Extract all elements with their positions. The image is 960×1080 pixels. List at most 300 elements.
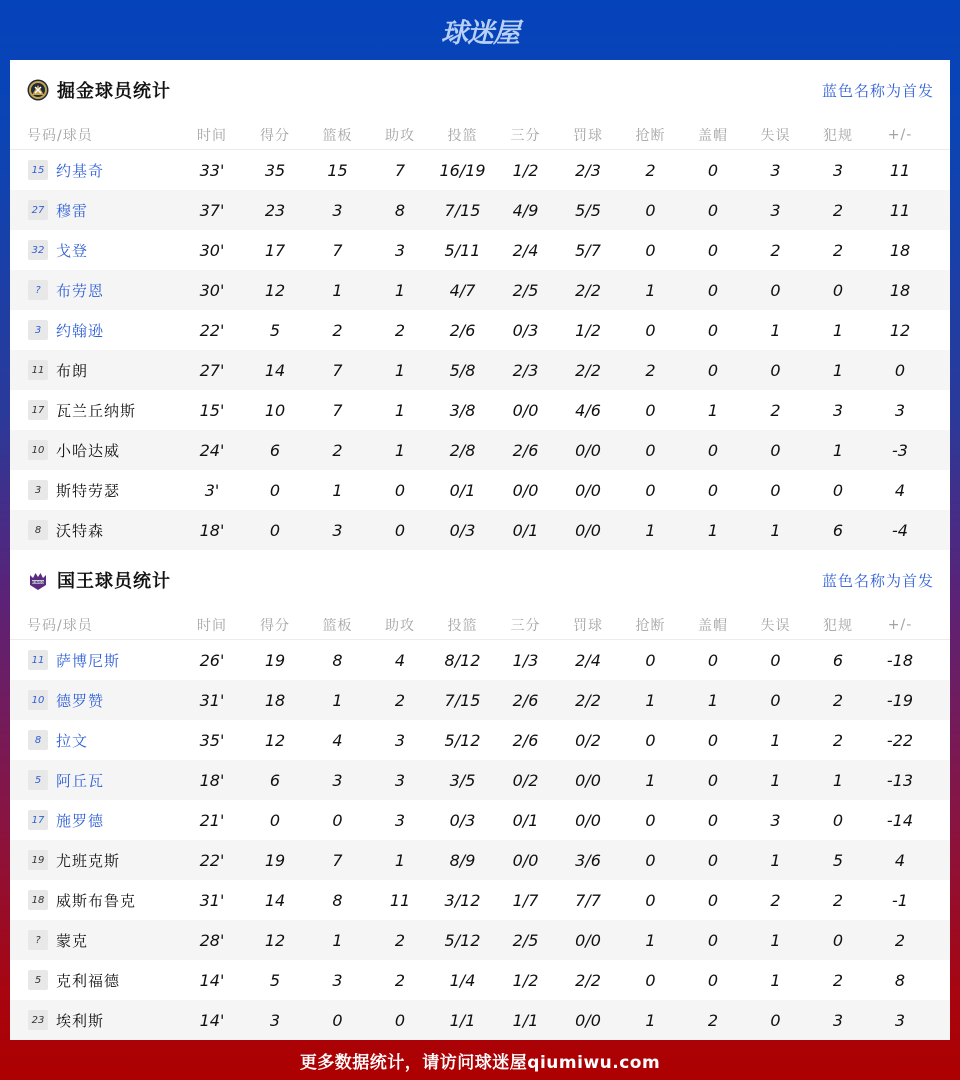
stat-points: 0 <box>269 810 281 830</box>
stat-fouls: 6 <box>832 650 844 670</box>
column-header-row <box>10 120 950 150</box>
jersey-number-badge: ? <box>28 280 48 300</box>
col-rebounds[interactable]: 篮板 <box>322 617 353 634</box>
bench-player-name[interactable]: 威斯布鲁克 <box>56 891 137 910</box>
stat-turnovers: 3 <box>770 160 781 180</box>
stat-blocks: 0 <box>707 650 719 670</box>
stat-fg: 8/12 <box>444 650 481 670</box>
stat-fg: 1/1 <box>449 1010 476 1030</box>
stat-fg: 0/3 <box>449 810 476 830</box>
stat-fg: 2/8 <box>449 440 476 460</box>
table-row[interactable] <box>10 430 950 470</box>
stat-fg: 3/5 <box>449 770 476 790</box>
stat-points: 5 <box>269 970 281 990</box>
stat-rebounds: 8 <box>332 650 343 670</box>
stat-points: 18 <box>264 690 286 710</box>
stat-steals: 2 <box>645 160 656 180</box>
stat-turnovers: 1 <box>770 850 781 870</box>
player-cell <box>10 850 180 871</box>
stat-points: 0 <box>269 520 281 540</box>
stat-plus-minus: -22 <box>886 730 914 750</box>
stat-plus-minus: -13 <box>886 770 914 790</box>
stat-turnovers: 0 <box>770 1010 781 1030</box>
stat-3pt: 2/6 <box>512 440 539 460</box>
col-turnovers[interactable]: 失误 <box>760 617 791 634</box>
col-ft[interactable]: 罚球 <box>573 617 603 634</box>
col-fg[interactable]: 投篮 <box>447 127 478 144</box>
table-row[interactable] <box>10 190 950 230</box>
stat-ft: 0/0 <box>575 810 601 830</box>
stat-blocks: 1 <box>707 690 719 710</box>
jersey-number-badge: 5 <box>28 970 48 990</box>
stat-minutes: 18' <box>199 520 225 540</box>
stat-points: 17 <box>264 240 286 260</box>
stat-points: 12 <box>264 280 286 300</box>
stat-assists: 4 <box>394 650 406 670</box>
stat-assists: 2 <box>394 970 406 990</box>
stat-assists: 8 <box>394 200 406 220</box>
kings-logo-icon <box>27 569 49 591</box>
jersey-number-badge: 19 <box>28 850 48 870</box>
jersey-number-badge: 8 <box>28 730 48 750</box>
stat-rebounds: 7 <box>332 240 343 260</box>
stat-fouls: 6 <box>832 520 844 540</box>
stat-blocks: 0 <box>707 970 719 990</box>
app-header <box>0 0 960 60</box>
player-cell <box>10 770 180 791</box>
stat-plus-minus: -18 <box>886 650 914 670</box>
player-cell <box>10 240 180 261</box>
bench-player-name[interactable]: 克利福德 <box>56 971 121 990</box>
starter-player-name[interactable]: 拉文 <box>56 731 89 750</box>
jersey-number-badge: 10 <box>28 690 48 710</box>
stat-assists: 0 <box>394 520 406 540</box>
stat-turnovers: 3 <box>770 810 781 830</box>
stat-plus-minus: 0 <box>894 360 906 380</box>
col-3pt[interactable]: 三分 <box>510 617 541 634</box>
stat-3pt: 1/2 <box>512 160 539 180</box>
jersey-number-badge: 17 <box>28 810 48 830</box>
stat-assists: 2 <box>394 320 406 340</box>
stat-steals: 1 <box>645 690 656 710</box>
bench-player-name[interactable]: 沃特森 <box>56 521 105 540</box>
stat-blocks: 0 <box>707 240 719 260</box>
col-fg[interactable]: 投篮 <box>447 617 478 634</box>
stat-turnovers: 2 <box>770 400 781 420</box>
stat-fg: 7/15 <box>444 200 481 220</box>
stat-rebounds: 8 <box>332 890 343 910</box>
jersey-number-badge: 3 <box>28 320 48 340</box>
stat-blocks: 0 <box>707 730 719 750</box>
stat-fg: 3/8 <box>449 400 476 420</box>
stat-ft: 3/6 <box>575 850 601 870</box>
table-row[interactable] <box>10 720 950 760</box>
jersey-number-badge: 3 <box>28 480 48 500</box>
stat-blocks: 0 <box>707 930 719 950</box>
stat-3pt: 0/2 <box>512 770 539 790</box>
stat-minutes: 15' <box>199 400 225 420</box>
stat-ft: 0/2 <box>575 730 601 750</box>
stat-points: 12 <box>264 730 286 750</box>
stat-steals: 0 <box>645 730 656 750</box>
stat-steals: 0 <box>645 650 656 670</box>
stat-3pt: 1/7 <box>512 890 539 910</box>
stat-3pt: 2/6 <box>512 730 539 750</box>
stat-rebounds: 1 <box>332 930 343 950</box>
col-assists[interactable]: 助攻 <box>385 127 415 144</box>
stat-fouls: 5 <box>832 850 844 870</box>
stat-steals: 0 <box>645 970 656 990</box>
stat-rebounds: 1 <box>332 280 343 300</box>
table-row[interactable] <box>10 640 950 680</box>
table-row[interactable] <box>10 150 950 190</box>
col-rebounds[interactable]: 篮板 <box>322 127 353 144</box>
stat-3pt: 2/3 <box>512 360 539 380</box>
starter-player-name[interactable]: 阿丘瓦 <box>56 771 105 790</box>
stat-turnovers: 1 <box>770 520 781 540</box>
jersey-number-badge: 8 <box>28 520 48 540</box>
stat-ft: 2/4 <box>575 650 601 670</box>
stat-rebounds: 0 <box>332 1010 343 1030</box>
stat-fouls: 0 <box>832 810 844 830</box>
stat-fouls: 0 <box>832 480 844 500</box>
stat-plus-minus: 12 <box>889 320 911 340</box>
stat-rebounds: 3 <box>332 200 343 220</box>
stat-3pt: 1/2 <box>512 970 539 990</box>
nuggets-stats-card <box>10 60 950 550</box>
stat-fouls: 0 <box>832 930 844 950</box>
stat-rebounds: 0 <box>332 810 343 830</box>
starter-player-name[interactable]: 穆雷 <box>56 201 89 220</box>
stat-plus-minus: 3 <box>894 1010 906 1030</box>
stat-minutes: 28' <box>199 930 225 950</box>
stat-plus-minus: 4 <box>894 850 906 870</box>
stat-fg: 4/7 <box>449 280 476 300</box>
stat-turnovers: 3 <box>770 200 781 220</box>
jersey-number-badge: 11 <box>28 360 48 380</box>
table-row[interactable] <box>10 230 950 270</box>
stat-ft: 2/3 <box>575 160 601 180</box>
stat-fg: 2/6 <box>449 320 476 340</box>
jersey-number-badge: 17 <box>28 400 48 420</box>
stat-minutes: 37' <box>199 200 225 220</box>
stat-turnovers: 0 <box>770 280 781 300</box>
starter-legend-note: 蓝色名称为首发 <box>821 81 934 100</box>
stat-rebounds: 3 <box>332 770 343 790</box>
stat-assists: 3 <box>394 770 406 790</box>
player-cell <box>10 970 180 991</box>
bench-player-name[interactable]: 尤班克斯 <box>56 851 121 870</box>
bench-player-name[interactable]: 小哈达威 <box>56 441 121 460</box>
stat-turnovers: 0 <box>770 360 781 380</box>
stat-plus-minus: 18 <box>889 280 911 300</box>
player-cell <box>10 1010 180 1031</box>
stat-fouls: 0 <box>832 280 844 300</box>
stat-rebounds: 7 <box>332 400 343 420</box>
stat-3pt: 4/9 <box>512 200 539 220</box>
stat-fg: 5/12 <box>444 930 481 950</box>
stat-plus-minus: 11 <box>889 160 911 180</box>
stat-fouls: 3 <box>832 160 844 180</box>
stat-assists: 1 <box>394 440 406 460</box>
stat-fouls: 3 <box>832 400 844 420</box>
column-header-row <box>10 610 950 640</box>
stat-rebounds: 4 <box>332 730 343 750</box>
player-cell <box>10 200 180 221</box>
stat-steals: 0 <box>645 850 656 870</box>
stat-turnovers: 1 <box>770 770 781 790</box>
stat-assists: 3 <box>394 730 406 750</box>
col-player[interactable]: 号码/球员 <box>27 617 93 634</box>
table-row[interactable] <box>10 310 950 350</box>
stat-3pt: 2/5 <box>512 930 539 950</box>
table-row[interactable] <box>10 760 950 800</box>
player-rows <box>10 150 950 550</box>
stat-steals: 0 <box>645 440 656 460</box>
starter-player-name[interactable]: 约翰逊 <box>56 321 105 340</box>
stat-minutes: 35' <box>199 730 225 750</box>
col-blocks[interactable]: 盖帽 <box>698 127 728 144</box>
stat-minutes: 24' <box>199 440 225 460</box>
stat-steals: 1 <box>645 280 656 300</box>
player-cell <box>10 650 180 671</box>
stat-fg: 0/3 <box>449 520 476 540</box>
table-row[interactable] <box>10 470 950 510</box>
stat-fouls: 2 <box>832 730 844 750</box>
stat-ft: 0/0 <box>575 930 601 950</box>
stat-turnovers: 0 <box>770 440 781 460</box>
stat-blocks: 0 <box>707 440 719 460</box>
stat-blocks: 0 <box>707 280 719 300</box>
jersey-number-badge: ? <box>28 930 48 950</box>
stat-ft: 0/0 <box>575 1010 601 1030</box>
player-cell <box>10 440 180 461</box>
stat-turnovers: 0 <box>770 690 781 710</box>
stat-blocks: 1 <box>707 520 719 540</box>
stat-blocks: 0 <box>707 360 719 380</box>
team-header <box>10 550 950 610</box>
player-cell <box>10 320 180 341</box>
player-cell <box>10 360 180 381</box>
col-points[interactable]: 得分 <box>260 127 290 144</box>
col-assists[interactable]: 助攻 <box>385 617 415 634</box>
stat-points: 6 <box>269 440 281 460</box>
jersey-number-badge: 15 <box>28 160 48 180</box>
stat-minutes: 14' <box>199 1010 225 1030</box>
stat-turnovers: 1 <box>770 730 781 750</box>
stat-fg: 3/12 <box>444 890 481 910</box>
table-row[interactable] <box>10 920 950 960</box>
col-points[interactable]: 得分 <box>260 617 290 634</box>
stat-minutes: 14' <box>199 970 225 990</box>
stat-rebounds: 7 <box>332 850 343 870</box>
table-row[interactable] <box>10 350 950 390</box>
stat-steals: 0 <box>645 400 656 420</box>
stat-fouls: 2 <box>832 240 844 260</box>
stat-ft: 7/7 <box>575 890 601 910</box>
stat-steals: 1 <box>645 1010 656 1030</box>
stat-assists: 2 <box>394 690 406 710</box>
table-row[interactable] <box>10 880 950 920</box>
col-plus-minus[interactable]: +/- <box>887 616 913 633</box>
stat-3pt: 2/5 <box>512 280 539 300</box>
stat-plus-minus: -1 <box>892 890 908 910</box>
player-cell <box>10 280 180 301</box>
player-cell <box>10 400 180 421</box>
stat-steals: 0 <box>645 810 656 830</box>
stat-ft: 5/7 <box>575 240 601 260</box>
stat-ft: 2/2 <box>575 360 601 380</box>
team-header <box>10 60 950 120</box>
stat-minutes: 30' <box>199 240 225 260</box>
col-minutes[interactable]: 时间 <box>197 617 227 634</box>
stat-ft: 0/0 <box>575 440 601 460</box>
col-ft[interactable]: 罚球 <box>573 127 603 144</box>
stat-fouls: 1 <box>832 770 844 790</box>
stat-3pt: 0/0 <box>512 480 539 500</box>
stat-points: 6 <box>269 770 281 790</box>
table-row[interactable] <box>10 510 950 550</box>
stat-assists: 1 <box>394 400 406 420</box>
stat-minutes: 30' <box>199 280 225 300</box>
footer-link[interactable]: 更多数据统计，请访问球迷屋qiumiwu.com <box>299 1052 661 1073</box>
col-fouls[interactable]: 犯规 <box>823 617 853 634</box>
bench-player-name[interactable]: 斯特劳瑟 <box>56 481 121 500</box>
stat-minutes: 31' <box>199 890 225 910</box>
stat-fouls: 2 <box>832 890 844 910</box>
stat-fouls: 1 <box>832 320 844 340</box>
bench-player-name[interactable]: 埃利斯 <box>56 1011 105 1030</box>
svg-text:KINGS: KINGS <box>31 580 45 585</box>
stat-plus-minus: 18 <box>889 240 911 260</box>
col-fouls[interactable]: 犯规 <box>823 127 853 144</box>
table-row[interactable] <box>10 800 950 840</box>
stat-fg: 7/15 <box>444 690 481 710</box>
stat-minutes: 31' <box>199 690 225 710</box>
starter-player-name[interactable]: 德罗赞 <box>56 691 105 710</box>
stat-turnovers: 0 <box>770 650 781 670</box>
starter-legend-note: 蓝色名称为首发 <box>821 571 934 590</box>
stat-rebounds: 2 <box>332 320 343 340</box>
stat-assists: 1 <box>394 280 406 300</box>
player-cell <box>10 480 180 501</box>
table-row[interactable] <box>10 680 950 720</box>
stat-assists: 3 <box>394 810 406 830</box>
col-blocks[interactable]: 盖帽 <box>698 617 728 634</box>
bench-player-name[interactable]: 布朗 <box>56 361 89 380</box>
stat-blocks: 0 <box>707 200 719 220</box>
player-cell <box>10 160 180 181</box>
stat-rebounds: 1 <box>332 480 343 500</box>
player-cell <box>10 930 180 951</box>
stat-3pt: 0/1 <box>512 810 539 830</box>
stat-fouls: 2 <box>832 970 844 990</box>
stat-3pt: 0/0 <box>512 850 539 870</box>
table-row[interactable] <box>10 1000 950 1040</box>
stat-fouls: 2 <box>832 200 844 220</box>
stat-rebounds: 3 <box>332 520 343 540</box>
site-logo[interactable]: 球迷屋 <box>441 17 519 49</box>
stat-ft: 2/2 <box>575 970 601 990</box>
stat-steals: 1 <box>645 520 656 540</box>
table-row[interactable] <box>10 390 950 430</box>
col-player[interactable]: 号码/球员 <box>27 127 93 144</box>
stat-minutes: 22' <box>199 320 225 340</box>
stat-assists: 1 <box>394 850 406 870</box>
stat-minutes: 22' <box>199 850 225 870</box>
starter-player-name[interactable]: 约基奇 <box>56 161 105 180</box>
stat-fouls: 3 <box>832 1010 844 1030</box>
stat-steals: 1 <box>645 930 656 950</box>
stat-blocks: 0 <box>707 160 719 180</box>
stat-plus-minus: 3 <box>894 400 906 420</box>
jersey-number-badge: 27 <box>28 200 48 220</box>
stat-points: 0 <box>269 480 281 500</box>
team-title: 掘金球员统计 <box>57 81 171 102</box>
stat-fg: 8/9 <box>449 850 476 870</box>
col-steals[interactable]: 抢断 <box>635 617 666 634</box>
stat-3pt: 0/0 <box>512 400 539 420</box>
jersey-number-badge: 32 <box>28 240 48 260</box>
stat-assists: 2 <box>394 930 406 950</box>
bench-player-name[interactable]: 蒙克 <box>56 931 89 950</box>
stat-steals: 0 <box>645 890 656 910</box>
stat-rebounds: 1 <box>332 690 343 710</box>
table-row[interactable] <box>10 270 950 310</box>
stat-turnovers: 2 <box>770 240 781 260</box>
stat-rebounds: 15 <box>327 160 348 180</box>
col-3pt[interactable]: 三分 <box>510 127 541 144</box>
stat-assists: 11 <box>389 890 411 910</box>
col-plus-minus[interactable]: +/- <box>887 126 913 143</box>
stat-turnovers: 1 <box>770 930 781 950</box>
stat-3pt: 1/3 <box>512 650 539 670</box>
stat-plus-minus: -4 <box>892 520 908 540</box>
player-rows <box>10 640 950 1040</box>
table-row[interactable] <box>10 840 950 880</box>
stat-ft: 4/6 <box>575 400 601 420</box>
col-minutes[interactable]: 时间 <box>197 127 227 144</box>
player-cell <box>10 730 180 751</box>
jersey-number-badge: 18 <box>28 890 48 910</box>
stat-fg: 5/11 <box>444 240 481 260</box>
player-cell <box>10 690 180 711</box>
stat-3pt: 1/1 <box>512 1010 539 1030</box>
stat-3pt: 2/4 <box>512 240 539 260</box>
stat-plus-minus: 2 <box>894 930 906 950</box>
starter-player-name[interactable]: 萨博尼斯 <box>56 651 121 670</box>
starter-player-name[interactable]: 戈登 <box>56 241 89 260</box>
stat-minutes: 21' <box>199 810 225 830</box>
starter-player-name[interactable]: 施罗德 <box>56 811 105 830</box>
stat-points: 5 <box>269 320 281 340</box>
bench-player-name[interactable]: 瓦兰丘纳斯 <box>56 401 137 420</box>
starter-player-name[interactable]: 布劳恩 <box>56 281 105 300</box>
stat-fg: 5/8 <box>449 360 476 380</box>
stat-points: 10 <box>264 400 286 420</box>
stat-points: 23 <box>264 200 286 220</box>
stat-minutes: 33' <box>199 160 225 180</box>
stat-blocks: 2 <box>707 1010 719 1030</box>
col-turnovers[interactable]: 失误 <box>760 127 791 144</box>
stat-fg: 1/4 <box>449 970 476 990</box>
player-cell <box>10 520 180 541</box>
stat-ft: 1/2 <box>575 320 601 340</box>
col-steals[interactable]: 抢断 <box>635 127 666 144</box>
stat-steals: 2 <box>645 360 656 380</box>
stat-3pt: 0/1 <box>512 520 539 540</box>
table-row[interactable] <box>10 960 950 1000</box>
